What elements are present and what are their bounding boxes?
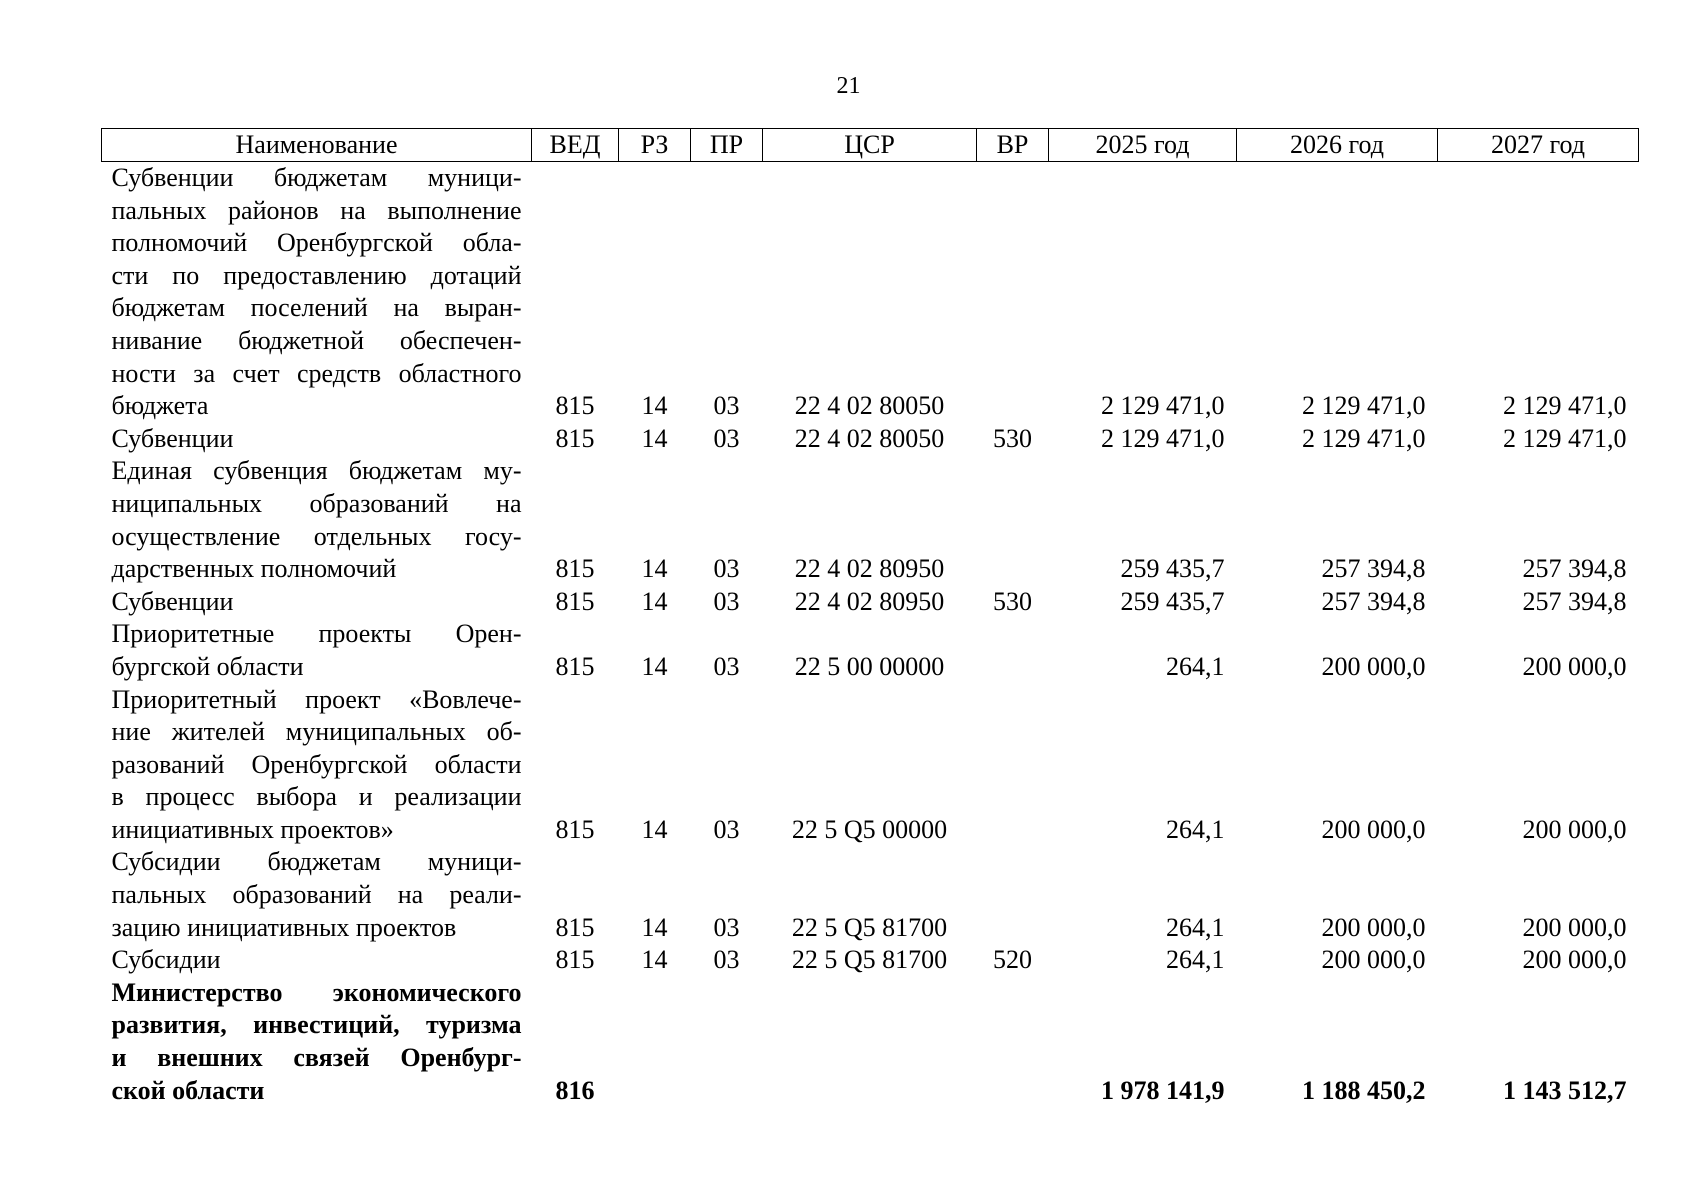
cell-name: [102, 586, 532, 619]
cell-vr: 520: [993, 945, 1032, 975]
cell-vr: [977, 618, 1049, 683]
cell-2027: 1 143 512,7: [1503, 1075, 1627, 1105]
header-ved: ВЕД: [532, 129, 619, 162]
cell-2025: 264,1: [1166, 814, 1225, 844]
cell-name: [102, 455, 532, 585]
cell-csr: 22 4 02 80050: [794, 391, 945, 421]
page-number: 21: [836, 73, 861, 99]
cell-ved: 815: [555, 912, 595, 942]
name-line: ской области: [111, 1075, 265, 1105]
header-2026: 2026 год: [1237, 129, 1438, 162]
cell-2027: 2 129 471,0: [1503, 391, 1627, 421]
cell-pr: 03: [713, 423, 740, 453]
cell-csr: 22 4 02 80950: [794, 586, 945, 616]
cell-rz: 14: [641, 423, 668, 453]
cell-ved: 815: [555, 945, 595, 975]
name-line: осуществление отдельных госу-: [111, 521, 522, 551]
header-2025: 2025 год: [1049, 129, 1237, 162]
name-line: нивание бюджетной обеспечен-: [111, 325, 522, 355]
cell-name: [102, 423, 532, 456]
cell-2026: 257 394,8: [1321, 586, 1426, 616]
cell-rz: [619, 977, 691, 1107]
cell-2025: 259 435,7: [1120, 554, 1225, 584]
header-pr: ПР: [691, 129, 763, 162]
cell-rz: 14: [641, 586, 668, 616]
table-row: [102, 455, 1639, 585]
cell-pr: 03: [713, 651, 740, 681]
cell-vr: [977, 846, 1049, 944]
table-header: [102, 129, 1639, 162]
name-line: и внешних связей Оренбург-: [111, 1043, 522, 1073]
cell-rz: 14: [641, 651, 668, 681]
cell-pr: [691, 977, 763, 1107]
cell-vr: [977, 455, 1049, 585]
cell-2027: 200 000,0: [1522, 945, 1627, 975]
cell-name: [102, 618, 532, 683]
cell-pr: 03: [713, 912, 740, 942]
cell-2026: 200 000,0: [1321, 651, 1426, 681]
table-row: [102, 618, 1639, 683]
header-csr: ЦСР: [763, 129, 977, 162]
header-vr: ВР: [977, 129, 1049, 162]
cell-rz: 14: [641, 391, 668, 421]
name-line: Министерство экономического: [111, 977, 522, 1007]
cell-ved: 815: [555, 814, 595, 844]
table-row: [102, 846, 1639, 944]
cell-ved: 816: [555, 1075, 595, 1105]
cell-vr: [977, 977, 1049, 1107]
cell-rz: 14: [641, 554, 668, 584]
cell-pr: 03: [713, 945, 740, 975]
cell-vr: 530: [993, 586, 1032, 616]
name-line: бургской области: [111, 651, 304, 681]
cell-2027: 200 000,0: [1522, 814, 1627, 844]
cell-pr: 03: [713, 586, 740, 616]
name-line: дарственных полномочий: [111, 554, 397, 584]
name-line: ниципальных образований на: [111, 488, 522, 518]
name-line: Единая субвенция бюджетам му-: [111, 456, 522, 486]
cell-pr: 03: [713, 554, 740, 584]
name-line: развития, инвестиций, туризма: [111, 1010, 522, 1040]
name-line: ние жителей муниципальных об-: [111, 717, 522, 747]
cell-2026: 200 000,0: [1321, 912, 1426, 942]
table-row: [102, 977, 1639, 1107]
cell-vr: 530: [993, 423, 1032, 453]
cell-csr: [763, 977, 977, 1107]
cell-2026: 200 000,0: [1321, 945, 1426, 975]
cell-2025: 264,1: [1166, 912, 1225, 942]
cell-vr: [977, 162, 1049, 423]
cell-2025: 2 129 471,0: [1101, 423, 1225, 453]
name-line: полномочий Оренбургской обла-: [111, 228, 522, 258]
name-line: Субвенции: [111, 586, 234, 616]
cell-2026: 2 129 471,0: [1302, 391, 1426, 421]
cell-2026: 1 188 450,2: [1302, 1075, 1426, 1105]
header-row: [102, 129, 1639, 162]
table-row: [102, 162, 1639, 423]
cell-ved: 815: [555, 586, 595, 616]
cell-2027: 200 000,0: [1522, 912, 1627, 942]
name-line: инициативных проектов»: [111, 814, 394, 844]
cell-rz: 14: [641, 814, 668, 844]
header-rz: РЗ: [619, 129, 691, 162]
cell-csr: 22 4 02 80950: [794, 554, 945, 584]
cell-name: [102, 977, 532, 1107]
table-body: [102, 162, 1639, 1108]
name-line: зацию инициативных проектов: [111, 912, 457, 942]
cell-name: [102, 944, 532, 977]
table-row: [102, 684, 1639, 847]
cell-pr: 03: [713, 391, 740, 421]
cell-name: [102, 162, 532, 423]
cell-2026: 200 000,0: [1321, 814, 1426, 844]
name-line: Субвенции бюджетам муници-: [111, 163, 522, 192]
cell-csr: 22 5 Q5 81700: [791, 912, 948, 942]
cell-rz: 14: [641, 912, 668, 942]
header-2027: 2027 год: [1438, 129, 1639, 162]
cell-csr: 22 5 00 00000: [794, 651, 945, 681]
cell-2025: 264,1: [1166, 945, 1225, 975]
cell-vr: [977, 684, 1049, 847]
name-line: бюджета: [111, 391, 209, 421]
cell-ved: 815: [555, 651, 595, 681]
header-name: Наименование: [102, 129, 532, 162]
name-line: Приоритетный проект «Вовлече-: [111, 684, 522, 714]
name-line: Субсидии бюджетам муници-: [111, 847, 522, 877]
cell-ved: 815: [555, 423, 595, 453]
cell-csr: 22 5 Q5 00000: [791, 814, 948, 844]
cell-ved: 815: [555, 554, 595, 584]
cell-ved: 815: [555, 391, 595, 421]
cell-name: [102, 846, 532, 944]
name-line: пальных образований на реали-: [111, 880, 522, 910]
cell-name: [102, 684, 532, 847]
cell-2027: 200 000,0: [1522, 651, 1627, 681]
cell-csr: 22 4 02 80050: [794, 423, 945, 453]
cell-2026: 2 129 471,0: [1302, 423, 1426, 453]
name-line: ности за счет средств областного: [111, 358, 522, 388]
name-line: бюджетам поселений на выран-: [111, 293, 522, 323]
cell-2025: 264,1: [1166, 651, 1225, 681]
cell-2027: 257 394,8: [1522, 554, 1627, 584]
table-row: [102, 944, 1639, 977]
cell-2025: 2 129 471,0: [1101, 391, 1225, 421]
cell-2027: 2 129 471,0: [1503, 423, 1627, 453]
name-line: Субвенции: [111, 423, 234, 453]
cell-2025: 1 978 141,9: [1101, 1075, 1225, 1105]
cell-2026: 257 394,8: [1321, 554, 1426, 584]
cell-rz: 14: [641, 945, 668, 975]
name-line: разований Оренбургской области: [111, 749, 522, 779]
cell-2027: 257 394,8: [1522, 586, 1627, 616]
name-line: Приоритетные проекты Орен-: [111, 619, 522, 649]
cell-2025: 259 435,7: [1120, 586, 1225, 616]
cell-pr: 03: [713, 814, 740, 844]
name-line: Субсидии: [111, 945, 221, 975]
table-row: [102, 423, 1639, 456]
cell-csr: 22 5 Q5 81700: [791, 945, 948, 975]
name-line: сти по предоставлению дотаций: [111, 260, 522, 290]
table-row: [102, 586, 1639, 619]
name-line: пальных районов на выполнение: [111, 195, 522, 225]
budget-table: [101, 128, 1639, 1107]
name-line: в процесс выбора и реализации: [111, 782, 522, 812]
